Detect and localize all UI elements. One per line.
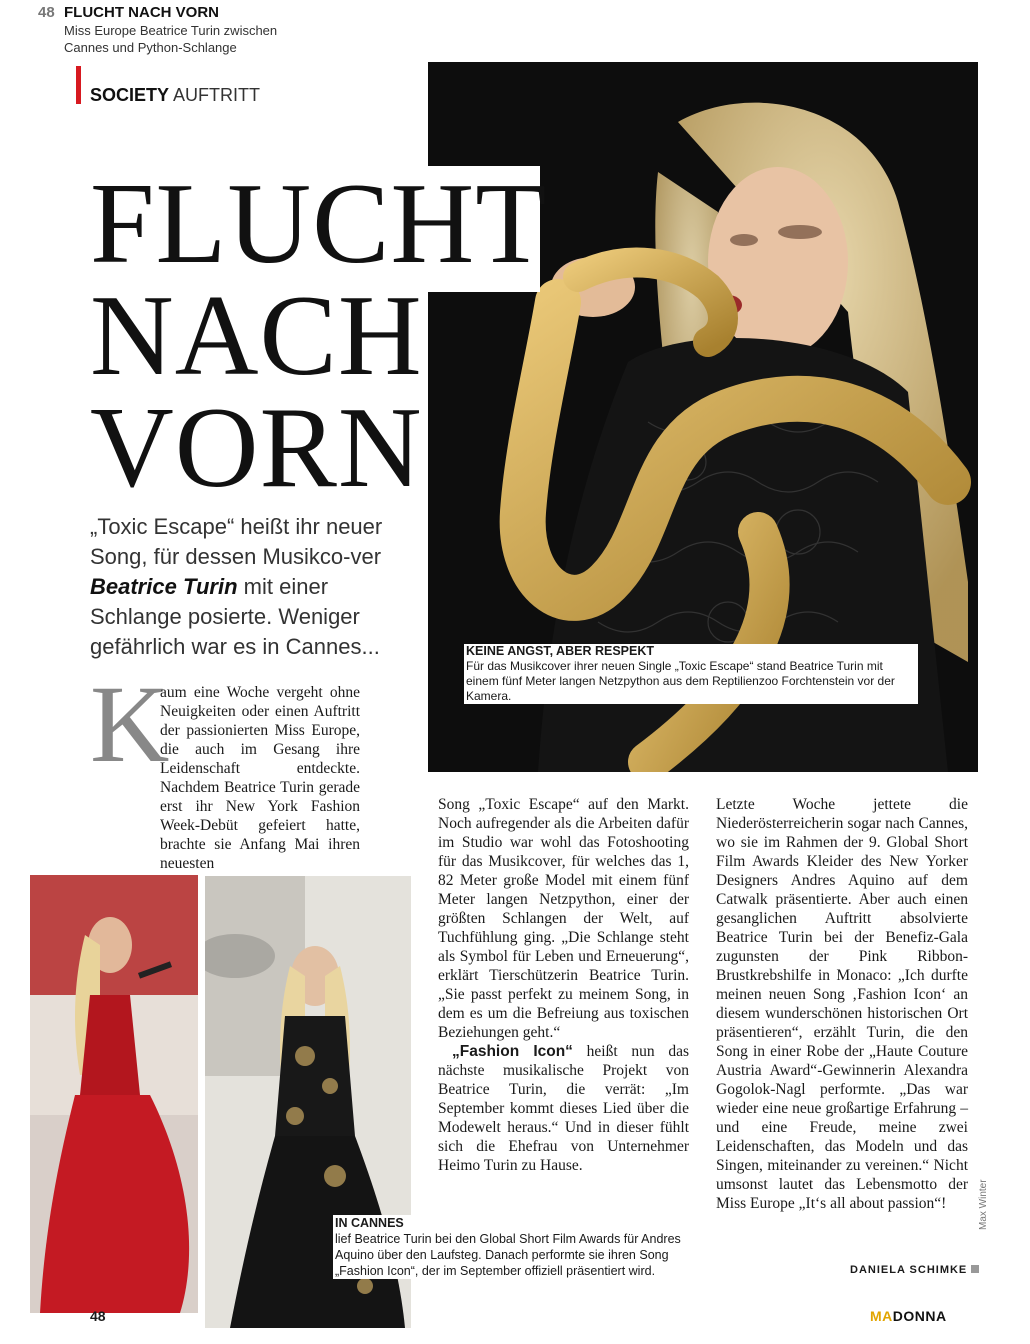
footer-page-number: 48 [90,1308,106,1324]
deck-part2: mit einer Schlange posierte. Weniger gefährlich war es in Cannes... [90,574,380,659]
section-label [90,85,260,106]
body-column-2 [438,795,689,1175]
brand-donna: DONNA [892,1308,947,1324]
main-photo-caption [464,644,918,704]
cannes-caption-text: lief Beatrice Turin bei den Global Short Film Awards für Andres Aquino über den Laufsteg. Danach performte sie ihren Song „Fashion Icon“, der im September offiziell präsentiert wird. [335,1232,681,1278]
author-byline [850,1264,979,1276]
photo-credit: Max Winter [978,1179,989,1230]
body-column-2-p2-text: heißt nun das nächste musikalische Projekt von Beatrice Turin, die verrät: „Im September kommt dieses Lied über die Modewelt heraus.“ Und in dieser fühlt sich die Ehefrau von Unternehmer Heimo Turin zu Hause. [438,1043,689,1174]
section-label-light: AUFTRITT [173,85,261,105]
body-column-2-p1: Song „Toxic Escape“ auf den Markt. Noch aufregender als die Arbeiten dafür im Studio war wohl das Fotoshooting für das Musikcover, für welches das 1, 82 Meter große Model mit einem fünf Meter langen Netzpython, einer der größten Schlangen der Welt, auf Tuchfühlung ging. „Die Schlange steht als Symbol für Leben und Erneuerung“, erklärt Tierschützerin Beatrice Turin. „Sie passt perfekt zu meinem Song, in dem es um die Befreiung aus toxischen Beziehungen geht.“ [438,796,689,1041]
deck-name: Beatrice Turin [90,574,238,599]
headline: FLUCHT NACH VORN [90,160,548,512]
body-column-1 [88,683,360,873]
photo-red-dress-illustration [30,875,198,1313]
deck-part1: „Toxic Escape“ heißt ihr neuer Song, für dessen Musikco-ver [90,514,383,569]
page-number-top: 48 [38,4,55,21]
body-column-2-p2 [438,1042,689,1175]
deck [90,512,408,662]
end-mark-square [971,1265,979,1273]
body-column-1-text: aum eine Woche vergeht ohne Neuigkeiten oder einen Auftritt der passionierten Miss Europe, die auch im Gesang ihre Leidenschaft entdeckte. Nachdem Beatrice Turin gerade erst ihr New York Fashion Week-Debüt gefeiert hatte, brachte sie Anfang Mai ihren neuesten [160,684,360,872]
footer-brand [870,1308,947,1324]
photo-red-dress-singer [30,875,198,1313]
main-caption-text: Für das Musikcover ihrer neuen Single „Toxic Escape“ stand Beatrice Turin mit einem fünf Meter langen Netzpython aus dem Reptilienzoo Forchtenstein vor der Kamera. [466,659,895,703]
running-title: FLUCHT NACH VORN [64,4,219,21]
brand-ma: MA [870,1308,893,1324]
cannes-caption-heading: IN CANNES [335,1216,404,1230]
fashion-icon-kicker: „Fashion Icon“ [452,1043,573,1060]
section-label-bold: SOCIETY [90,85,170,105]
drop-cap: K [90,663,170,785]
section-accent-bar [76,66,81,104]
cannes-caption [333,1215,687,1279]
body-column-3: Letzte Woche jettete die Niederösterreicherin sogar nach Cannes, wo sie im Rahmen der 9. Global Short Film Awards Kleider des New Yorker Designers Andres Aquino auf dem Catwalk präsentierte. Aber auch einen gesanglichen Auftritt absolvierte Beatrice Turin bei der Benefiz-Gala zugunsten der Pink Ribbon-Brustkrebshilfe in Monaco: „Ich durfte meinen neuen Song ‚Fashion Icon‘ an diesem wunderschönen historischen Ort präsentieren“, erzählt Turin, die den Song in einer Robe der „Haute Couture Austria Award“-Gewinnerin Alexandra Gogolok-Nagl performte. „Das war wieder eine neue großartige Erfahrung – und eine Freude, meine zwei Leidenschaften, das Modeln und das Singen, miteinander zu vereinen.“ Nicht umsonst lautet das Lebensmotto der Miss Europe „It‘s all about passion“! [716,796,968,1212]
running-subtitle: Miss Europe Beatrice Turin zwischen Cannes und Python-Schlange [64,23,278,55]
main-caption-heading: KEINE ANGST, ABER RESPEKT [466,644,654,658]
author-name: DANIELA SCHIMKE [850,1264,968,1276]
